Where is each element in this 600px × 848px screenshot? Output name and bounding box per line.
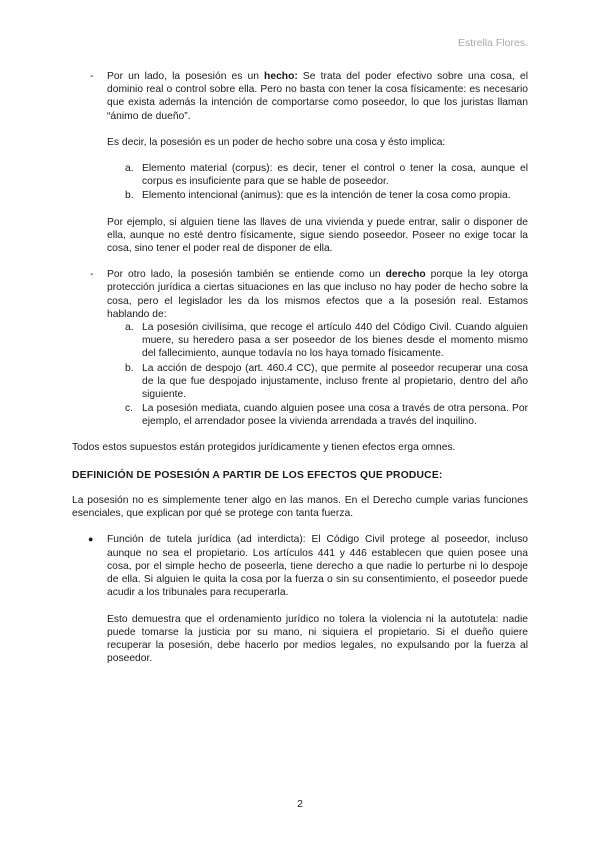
es-decir-paragraph: Es decir, la posesión es un poder de hecho sobre una cosa y ésto implica: — [107, 136, 446, 148]
section-derecho — [72, 268, 528, 428]
list-marker: b. — [125, 190, 134, 202]
list-marker: c. — [125, 403, 134, 415]
effects-intro-paragraph: La posesión no es simplemente tener algo en las manos. En el Derecho cumple varias funciones esenciales, que explican por qué se protege con tanta fuerza. — [72, 495, 528, 520]
list-item — [107, 321, 528, 361]
list-marker: a. — [125, 322, 134, 334]
list-item — [107, 189, 528, 202]
dash-marker: - — [90, 269, 94, 281]
list-marker: b. — [125, 362, 134, 374]
list-item-text: Elemento intencional (animus): que es la intención de tener la cosa como propia. — [142, 190, 511, 202]
list-item-text: La posesión civilísima, que recoge el artículo 440 del Código Civil. Cuando alguien muere, su heredero pasa a ser poseedor de los bienes desde el momento mismo del fallecimiento, aunque todavía no los haya tomado físicamente. — [142, 322, 528, 360]
document-body — [72, 70, 528, 665]
hecho-intro-text: Por un lado, la posesión es un — [107, 71, 265, 82]
summary-paragraph: Todos estos supuestos están protegidos jurídicamente y tienen efectos erga omnes. — [72, 441, 456, 453]
hecho-bold-term: hecho: — [264, 71, 298, 82]
dash-marker: - — [90, 71, 94, 82]
list-item — [107, 402, 528, 428]
list-item — [107, 362, 528, 402]
list-marker: a. — [125, 163, 134, 175]
cases-list — [107, 321, 528, 429]
list-item — [107, 162, 528, 188]
list-item-text: La acción de despojo (art. 460.4 CC), que permite al poseedor recuperar una cosa de la que fue despojado injustamente, incluso frente al propietario, dentro del año siguiente. — [142, 362, 528, 401]
derecho-intro-text: Por otro lado, la posesión también se entiende como un — [107, 269, 386, 281]
list-item-text: Elemento material (corpus): es decir, tener el control o tener la cosa, aunque el corpus es insuficiente para que se hable de poseedor. — [142, 163, 528, 188]
example-paragraph: Por ejemplo, si alguien tiene las llaves de una vivienda y puede entrar, salir o disponer de ella, aunque no esté dentro físicamente, sigue siendo poseedor. Poseer no exige tocar la cosa, sino tener el poder real de disponer de ella. — [107, 216, 528, 255]
tutela-followup-paragraph: Esto demuestra que el ordenamiento jurídico no tolera la violencia ni la autotutela: nadie puede tomarse la justicia por su mano, ni siquiera el propietario. Si el dueño quiere recuperar la posesión, debe hacerlo por medios legales, no expulsando por la fuerza al poseedor. — [107, 613, 528, 665]
section-hecho — [72, 70, 528, 255]
derecho-paragraph — [107, 268, 528, 321]
bullet-dot-icon: ● — [88, 534, 94, 545]
section-heading: DEFINICIÓN DE POSESIÓN A PARTIR DE LOS EFECTOS QUE PRODUCE: — [72, 469, 443, 481]
hecho-paragraph — [107, 70, 528, 123]
page-number: 2 — [297, 798, 303, 810]
hecho-intro-rest: Se trata del poder efectivo sobre una cosa, el dominio real o control sobre ella. Pero no basta con tener la cosa físicamente: es necesario que exista además la intención de comportarse como poseedor, lo que los juristas llaman “ánimo de dueño”. — [107, 71, 528, 122]
page-header-author: Estrella Flores. — [457, 37, 528, 49]
list-item-text: La posesión mediata, cuando alguien posee una cosa a través de otra persona. Por ejemplo, el arrendador posee la vivienda arrendada a través del inquilino. — [142, 403, 528, 428]
derecho-bold-term: derecho — [385, 269, 426, 281]
tutela-paragraph: Función de tutela jurídica (ad interdicta): El Código Civil protege al poseedor, incluso aunque no sea el propietario. Los artículos 441 y 446 establecen que quien posee una cosa, por el simple hecho de poseerla, tiene derecho a que nadie lo perturbe ni lo despoje de ella. Si alguien le quita la cosa por la fuerza o sin su consentimiento, el poseedor puede acudir a los tribunales para recuperarla. — [107, 534, 528, 599]
elements-list — [107, 162, 528, 203]
bullet-tutela — [72, 533, 528, 665]
derecho-intro-rest: porque la ley otorga protección jurídica a ciertas situaciones en las que incluso no hay poder de hecho sobre la cosa, pero el legislador les da los mismos efectos que a la posesión real. Estamos hablando de: — [107, 269, 528, 320]
